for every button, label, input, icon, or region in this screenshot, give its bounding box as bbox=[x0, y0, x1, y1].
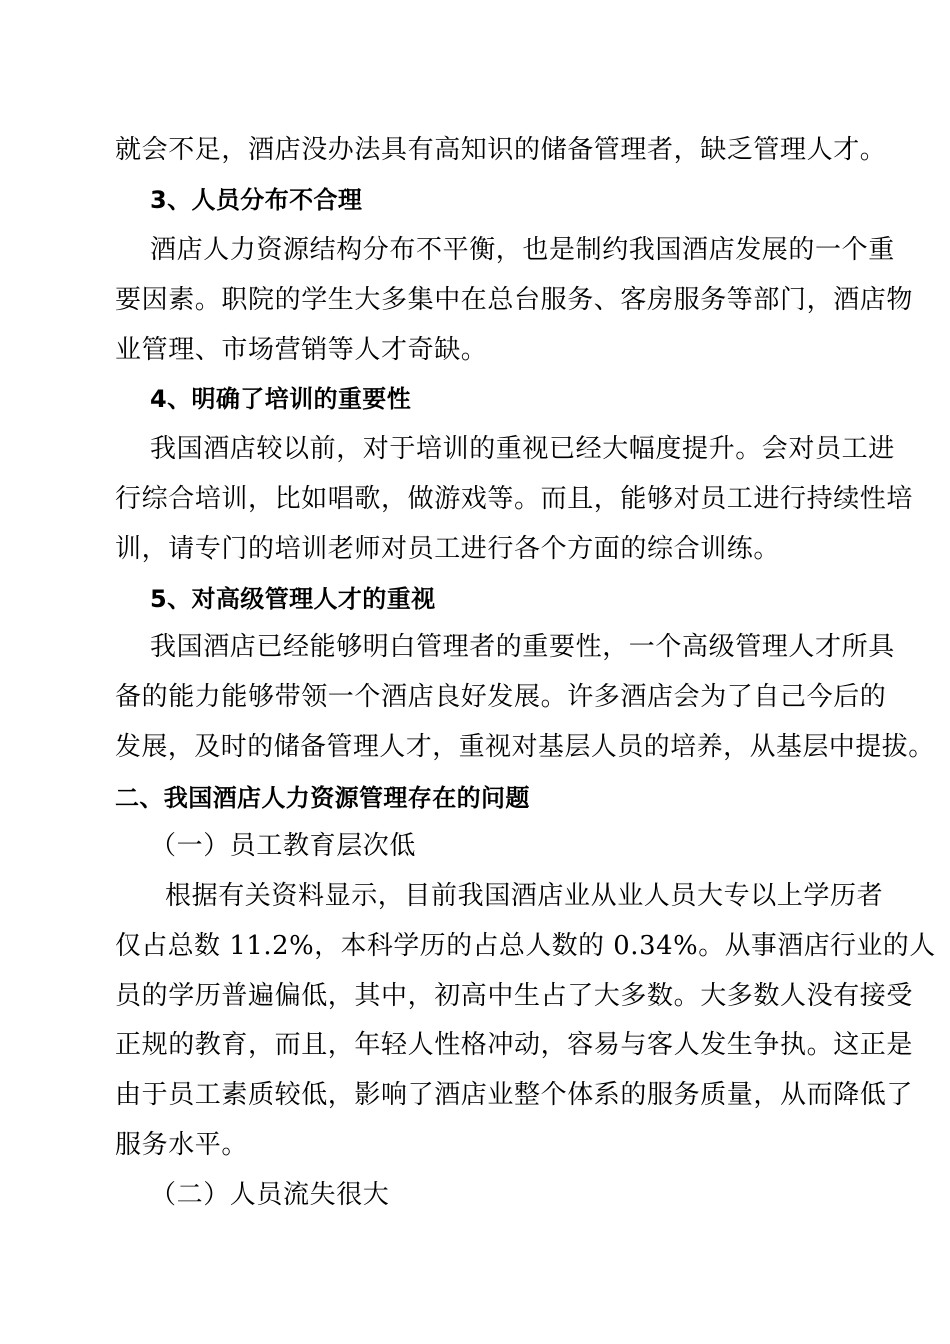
paragraph-line: 训，请专门的培训老师对员工进行各个方面的综合训练。 bbox=[115, 534, 781, 564]
paragraph-line: 备的能力能够带领一个酒店良好发展。许多酒店会为了自己今后的 bbox=[115, 682, 887, 712]
paragraph-line: 业管理、市场营销等人才奇缺。 bbox=[115, 335, 488, 365]
paragraph-line: 行综合培训，比如唱歌，做游戏等。而且，能够对员工进行持续性培 bbox=[115, 484, 914, 514]
paragraph-line: 要因素。职院的学生大多集中在总台服务、客房服务等部门，酒店物 bbox=[115, 285, 914, 315]
paragraph-line: 发展，及时的储备管理人才，重视对基层人员的培养，从基层中提拔。 bbox=[115, 732, 935, 762]
section-heading-5: 5、对高级管理人才的重视 bbox=[150, 585, 436, 613]
paragraph-line: 仅占总数 11.2%，本科学历的占总人数的 0.34%。从事酒店行业的人 bbox=[115, 931, 936, 961]
paragraph-line: 根据有关资料显示，目前我国酒店业从业人员大专以上学历者 bbox=[165, 881, 884, 911]
chapter-heading: 二、我国酒店人力资源管理存在的问题 bbox=[115, 784, 530, 812]
paragraph-line: 正规的教育，而且，年轻人性格冲动，容易与客人发生争执。这正是 bbox=[115, 1030, 914, 1060]
section-heading-3: 3、人员分布不合理 bbox=[150, 186, 363, 214]
section-heading-4: 4、明确了培训的重要性 bbox=[150, 385, 412, 413]
paragraph-line: 我国酒店较以前，对于培训的重视已经大幅度提升。会对员工进 bbox=[150, 434, 895, 464]
subsection-heading-2: （二）人员流失很大 bbox=[150, 1180, 390, 1210]
subsection-heading-1: （一）员工教育层次低 bbox=[150, 831, 417, 861]
paragraph-line: 就会不足，酒店没办法具有高知识的储备管理者，缺乏管理人才。 bbox=[115, 135, 887, 165]
paragraph-line: 服务水平。 bbox=[115, 1130, 249, 1160]
paragraph-line: 由于员工素质较低，影响了酒店业整个体系的服务质量，从而降低了 bbox=[115, 1080, 914, 1110]
paragraph-line: 我国酒店已经能够明白管理者的重要性，一个高级管理人才所具 bbox=[150, 632, 895, 662]
paragraph-line: 员的学历普遍偏低，其中，初高中生占了大多数。大多数人没有接受 bbox=[115, 981, 914, 1011]
paragraph-line: 酒店人力资源结构分布不平衡，也是制约我国酒店发展的一个重 bbox=[150, 235, 895, 265]
